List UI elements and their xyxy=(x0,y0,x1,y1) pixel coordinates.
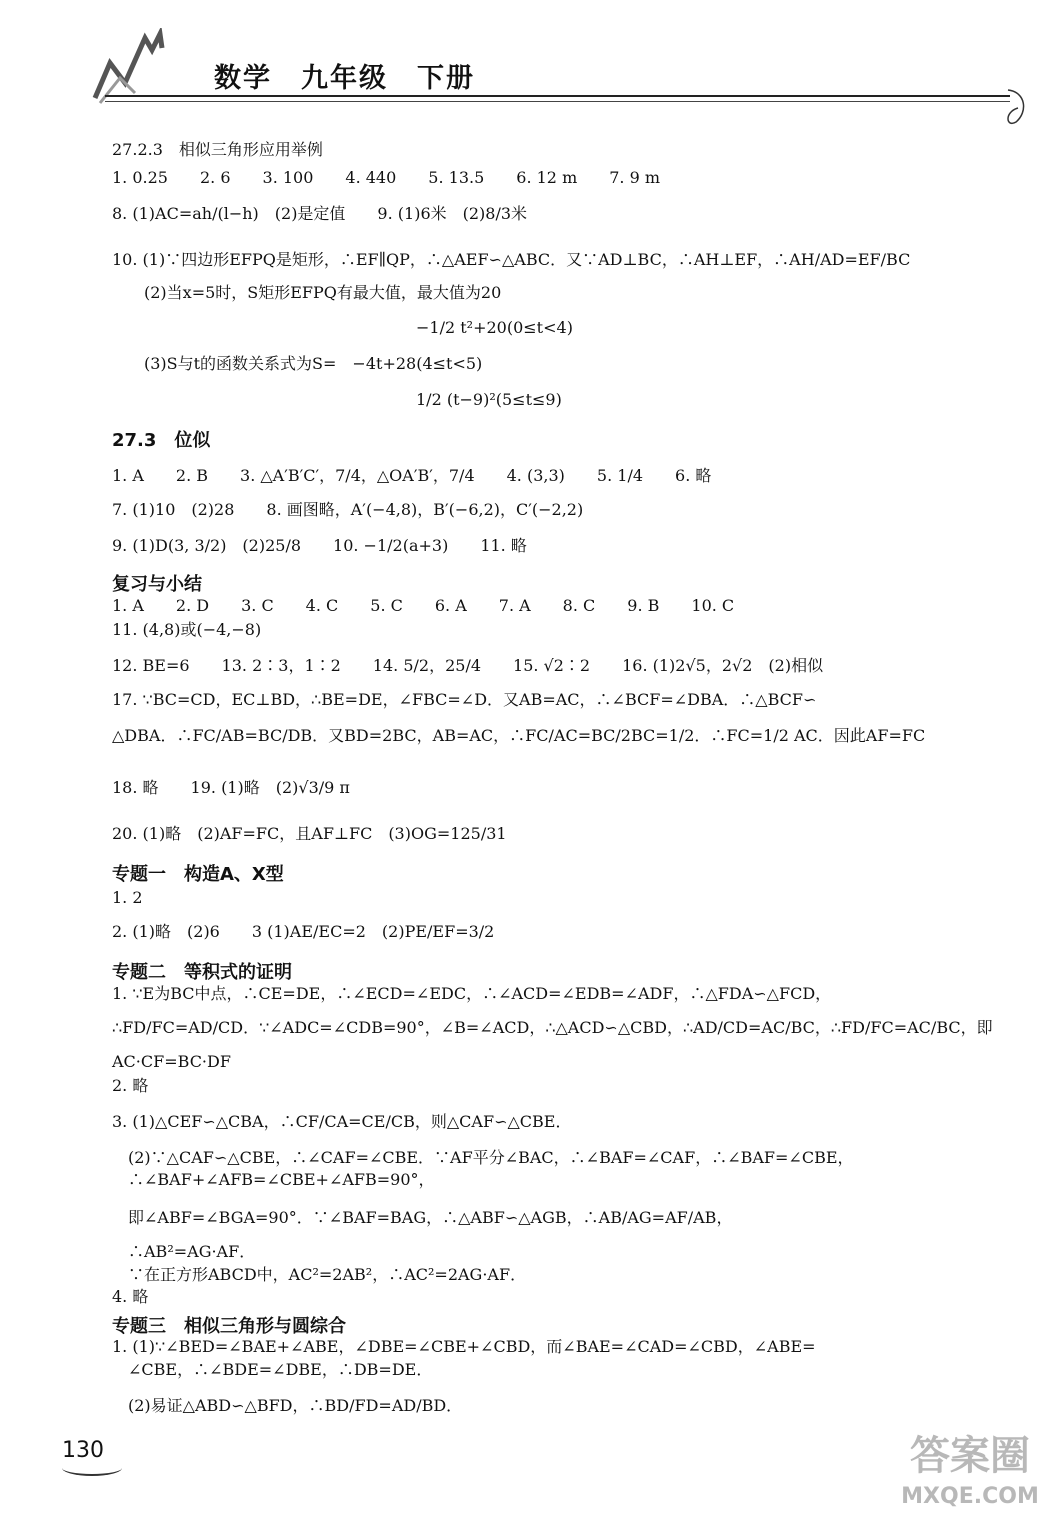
section-heading: 专题一 构造A、X型 xyxy=(112,864,284,885)
answer-line: 11. (4,8)或(−4,−8) xyxy=(112,620,262,639)
answer-line: 10. (1)∵四边形EFPQ是矩形，∴EF∥QP，∴△AEF∽△ABC．又∵AD⊥BC，∴AH⊥EF，∴AH/AD=EF/BC xyxy=(112,250,911,269)
answer-line: 1/2 (t−9)²(5≤t≤9) xyxy=(112,390,562,409)
answer-line: AC·CF=BC·DF xyxy=(112,1052,231,1071)
answer-line: 1. (1)∵∠BED=∠BAE+∠ABE，∠DBE=∠CBE+∠CBD，而∠BAE=∠CAD=∠CBD，∠ABE= xyxy=(112,1337,816,1356)
answer-line: 1. A 2. B 3. △A′B′C′，7/4，△OA′B′，7/4 4. (3,3) 5. 1/4 6. 略 xyxy=(112,466,712,485)
answer-line: 3. (1)△CEF∽△CBA，∴CF/CA=CE/CB，则△CAF∽△CBE． xyxy=(112,1112,572,1131)
answer-line: −1/2 t²+20(0≤t<4) xyxy=(112,318,573,337)
answer-line: ∠CBE，∴∠BDE=∠DBE，∴DB=DE． xyxy=(112,1360,433,1379)
answer-line: 18. 略 19. (1)略 (2)√3/9 π xyxy=(112,778,350,797)
answer-line: (2)∵△CAF∽△CBE，∴∠CAF=∠CBE．∵AF平分∠BAC，∴∠BAF=∠CAF，∴∠BAF=∠CBE， xyxy=(112,1148,854,1167)
answer-line: 17. ∵BC=CD，EC⊥BD，∴BE=DE，∠FBC=∠D．又AB=AC，∴∠BCF=∠DBA．∴△BCF∽ xyxy=(112,690,817,709)
answer-line: 2. 略 xyxy=(112,1076,149,1095)
answer-line: △DBA．∴FC/AB=BC/DB．又BD=2BC，AB=AC，∴FC/AC=BC/2BC=1/2．∴FC=1/2 AC．因此AF=FC xyxy=(112,726,926,745)
answer-line: (2)当x=5时，S矩形EFPQ有最大值，最大值为20 xyxy=(112,283,502,302)
answer-line: 1. 0.25 2. 6 3. 100 4. 440 5. 13.5 6. 12 m 7. 9 m xyxy=(112,168,661,187)
watermark xyxy=(890,1430,1050,1530)
page-number-underline xyxy=(62,1460,122,1476)
answer-line: 即∠ABF=∠BGA=90°．∵∠BAF=BAG，∴△ABF∽△AGB，∴AB/AG=AF/AB， xyxy=(112,1208,733,1227)
answer-line: ∵在正方形ABCD中，AC²=2AB²，∴AC²=2AG·AF． xyxy=(112,1265,527,1284)
answer-line: 9. (1)D(3, 3/2) (2)25/8 10. −1/2(a+3) 11. 略 xyxy=(112,536,527,555)
answer-line: 4. 略 xyxy=(112,1287,149,1306)
answer-line: (2)易证△ABD∽△BFD，∴BD/FD=AD/BD． xyxy=(112,1396,463,1415)
answer-line: ∴FD/FC=AD/CD．∵∠ADC=∠CDB=90°，∠B=∠ACD，∴△ACD∽△CBD，∴AD/CD=AC/BC，∴FD/FC=AC/BC，即 xyxy=(112,1018,993,1037)
answer-line: 12. BE=6 13. 2∶3，1∶2 14. 5/2，25/4 15. √2∶2 16. (1)2√5，2√2 (2)相似 xyxy=(112,656,824,675)
answer-line: 2. (1)略 (2)6 3 (1)AE/EC=2 (2)PE/EF=3/2 xyxy=(112,922,495,941)
page-number: 130 xyxy=(62,1438,104,1463)
answer-line: 1. A 2. D 3. C 4. C 5. C 6. A 7. A 8. C 9. B 10. C xyxy=(112,596,735,615)
watermark-text: 答案圈 xyxy=(910,1433,1030,1479)
section-heading: 专题三 相似三角形与圆综合 xyxy=(112,1316,346,1337)
answer-line: ∴AB²=AG·AF． xyxy=(112,1242,256,1261)
watermark-url: MXQE.COM xyxy=(901,1484,1039,1509)
answer-line: 8. (1)AC=ah/(l−h) (2)是定值 9. (1)6米 (2)8/3米 xyxy=(112,204,528,223)
answer-line: 1. 2 xyxy=(112,888,143,907)
answer-line: 20. (1)略 (2)AF=FC，且AF⊥FC (3)OG=125/31 xyxy=(112,824,507,843)
answer-line: (3)S与t的函数关系式为S= −4t+28(4≤t<5) xyxy=(112,354,483,373)
answer-line: 1. ∵E为BC中点，∴CE=DE，∴∠ECD=∠EDC，∴∠ACD=∠EDB=∠ADF，∴△FDA∽△FCD， xyxy=(112,984,832,1003)
header-title: 数学 九年级 下册 xyxy=(214,63,475,94)
header-rule xyxy=(105,95,1010,97)
answer-line: 7. (1)10 (2)28 8. 画图略，A′(−4,8)，B′(−6,2)，C′(−2,2) xyxy=(112,500,584,519)
section-heading: 27.3 位似 xyxy=(112,430,211,451)
answer-line: 27.2.3 相似三角形应用举例 xyxy=(112,140,323,159)
header-swirl-icon xyxy=(998,82,1038,132)
answer-line: ∴∠BAF+∠AFB=∠CBE+∠AFB=90°， xyxy=(112,1170,435,1189)
section-heading: 专题二 等积式的证明 xyxy=(112,962,292,983)
section-heading: 复习与小结 xyxy=(112,574,202,595)
header-rule-thin xyxy=(105,101,1010,102)
